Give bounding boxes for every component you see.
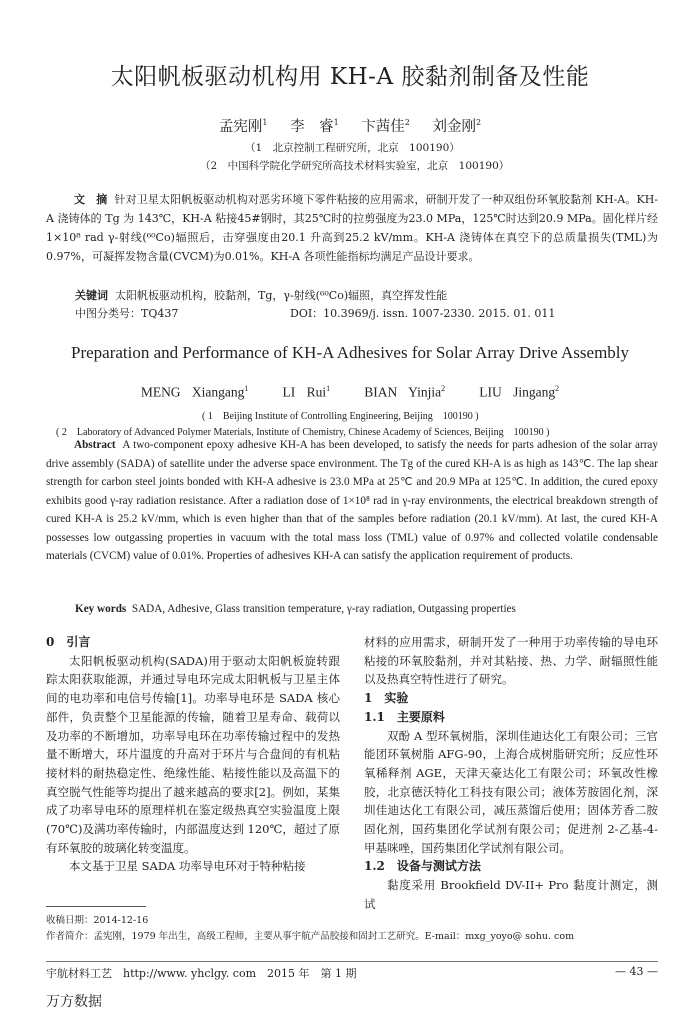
page-footer [46, 965, 658, 981]
body-paragraph: 黏度采用 Brookfield DV-II+ Pro 黏度计测定，测试 [364, 878, 658, 911]
affiliation-cn-2: （2 中国科学院化学研究所高技术材料实验室，北京 100190） [200, 160, 510, 172]
author-name-en: LIU Jingang [479, 384, 556, 400]
body-paragraph: 双酚 A 型环氧树脂，深圳佳迪达化工有限公司；三官能团环氧树脂 AFG-90，上海合成树脂研究所；反应性环氧稀释剂 AGE，天津天豪达化工有限公司；环氧改性橡胶，北京德沃特化工科技有限公司；液体芳胺固化剂，深圳佳迪达化工有限公司，减压蒸馏后使用；固体芳香二胺固化剂，国药集团化学试剂有限公司；促进剂 2-乙基-4-甲基咪唑，国药集团化学试剂有限公司。 [364, 728, 658, 855]
journal-info: 宇航材料工艺 http://www. yhclgy. com 2015 年 第 1 期 [46, 967, 357, 980]
affiliation-en-2: ( 2 Laboratory of Advanced Polymer Materials, Institute of Chemistry, Chinese Academy of Sciences, Beijing 100190 ) [56, 427, 550, 438]
author-affil-mark: 2 [476, 118, 482, 128]
body-column-right [364, 633, 658, 914]
author-affil-mark: 1 [244, 384, 249, 393]
abstract-cn [46, 190, 658, 266]
affiliation-en-1: ( 1 Beijing Institute of Controlling Engineering, Beijing 100190 ) [202, 411, 479, 422]
author-affil-mark: 2 [441, 384, 446, 393]
author-name: 卞茜佳 [361, 119, 405, 135]
author-affil-mark: 2 [404, 118, 410, 128]
body-paragraph: 太阳帆板驱动机构(SADA)用于驱动太阳帆板旋转跟踪太阳获取能源，并通过导电环完成太阳帆板与卫星主体间的电功率和电信号传输[1]。功率导电环是 SADA 核心部件，负责整个卫星能源的传输，随着卫星寿命、载荷以及功率的不断增加，功率导电环在功率传输过程中的发热量不断增大，环片温度的升高对于环片与合盘间的有机粘接材料的耐热稳定性、绝缘性能、粘接性能以及高温下的真空脱气性能等均提出了越来越高的要求[2]。例如，某集成了功率导电环的原理样机在鉴定级热真空实验温度上限(70℃)及满功率传输时，内部温度达到 120℃，超过了原有环氧胶的玻璃化转变温度。 [46, 653, 340, 855]
body-paragraph: 材料的应用需求，研制开发了一种用于功率传输的导电环粘接的环氧胶黏剂，并对其粘接、热、力学、耐辐照性能以及热真空特性进行了研究。 [364, 635, 658, 687]
subsection-heading-equipment: 1.2 设备与测试方法 [364, 859, 481, 874]
keywords-en-text: SADA, Adhesive, Glass transition temperature, γ-ray radiation, Outgassing properties [131, 603, 516, 615]
author-name-en: LI Rui [282, 384, 327, 400]
author-affil-mark: 1 [333, 118, 339, 128]
doi: DOI：10.3969/j. issn. 1007-2330. 2015. 01. 011 [290, 307, 556, 320]
section-heading-introduction: 0 引言 [46, 635, 91, 649]
abstract-en-text: A two-component epoxy adhesive KH-A has been developed, to satisfy the needs for parts adhesion of the solar array drive assembly (SADA) of satellite under the adverse space environment. The Tg of the cured KH-A is as high as 143℃. The lap shear strength for carbon steel joints bonded with KH-A adhesive is 23.0 MPa at 25℃ and 20.9 MPa at 125℃. In addition, the cured epoxy exhibits good γ-ray radiation resistance. After a radiation dose of 1×10⁸ rad in γ-ray environments, the electrical breakdown strength of cured KH-A is 25.2 kV/mm, which is even higher than that of the samples before radiation (20.1 kV/mm). At last, the cured KH-A possesses low outgassing properties in vacuum with the total mass loss (TML) value of 0.97% and collected volatile condensable materials (CVCM) value of 0.01%. Properties of adhesives KH-A can satisfy the application requirement of products. [46, 439, 658, 562]
abstract-cn-text: 针对卫星太阳帆板驱动机构对恶劣环境下零件粘接的应用需求，研制开发了一种双组份环氧胶黏剂 KH-A。KH-A 浇铸体的 Tg 为 143℃，KH-A 粘接45#钢时，其25℃时的拉剪强度为23.0 MPa，125℃时达到20.9 MPa。固化样片经1×10⁸ rad γ-射线(⁶⁰Co)辐照后，击穿强度由20.1 升高到25.2 kV/mm。KH-A 浇铸体在真空下的总质量损失(TML)为0.97%，可凝挥发物含量(CVCM)为0.01%。KH-A 各项性能指标均满足产品设计要求。 [46, 193, 658, 263]
received-date: 收稿日期：2014-12-16 [46, 915, 149, 926]
keywords-en [75, 603, 658, 615]
author-affil-mark: 1 [262, 118, 268, 128]
author-list-cn [0, 115, 700, 136]
body-column-left [46, 633, 340, 876]
watermark-text: 万方数据 [46, 994, 102, 1010]
footer-rule [46, 961, 658, 962]
author-name-en: BIAN Yinjia [364, 384, 442, 400]
subsection-heading-materials: 1.1 主要原料 [364, 709, 445, 724]
author-list-en [0, 384, 700, 401]
abstract-en [46, 436, 658, 566]
author-name: 刘金刚 [432, 119, 476, 135]
paper-title-cn: 太阳帆板驱动机构用 KH-A 胶黏剂制备及性能 [110, 64, 590, 90]
author-name-en: MENG Xiangang [140, 384, 245, 400]
author-name: 李 睿 [290, 119, 334, 135]
abstract-en-label: Abstract [74, 439, 116, 451]
classification-number: 中图分类号：TQ437 [75, 307, 179, 320]
keywords-cn-text: 太阳帆板驱动机构，胶黏剂，Tg，γ-射线(⁶⁰Co)辐照，真空挥发性能 [115, 289, 448, 302]
paper-title-en: Preparation and Performance of KH-A Adhesives for Solar Array Drive Assembly [70, 343, 630, 362]
author-affil-mark: 1 [326, 384, 331, 393]
keywords-cn-label: 关键词 [75, 289, 108, 302]
author-info: 作者简介：孟宪刚，1979 年出生，高级工程师，主要从事宇航产品胶接和固封工艺研究。E-mail：mxg_yoyo@ sohu. com [46, 931, 575, 942]
author-affil-mark: 2 [555, 384, 560, 393]
body-paragraph: 本文基于卫星 SADA 功率导电环对于特种粘接 [69, 859, 306, 874]
footnote-rule [46, 906, 146, 907]
page-number: — 43 — [615, 965, 658, 978]
author-name: 孟宪刚 [218, 119, 263, 135]
affiliation-cn-1: （1 北京控制工程研究所，北京 100190） [245, 142, 460, 154]
keywords-cn [75, 287, 658, 303]
abstract-cn-label: 文 摘 [74, 193, 108, 206]
keywords-en-label: Key words [75, 603, 127, 615]
section-heading-experiment: 1 实验 [364, 691, 409, 706]
